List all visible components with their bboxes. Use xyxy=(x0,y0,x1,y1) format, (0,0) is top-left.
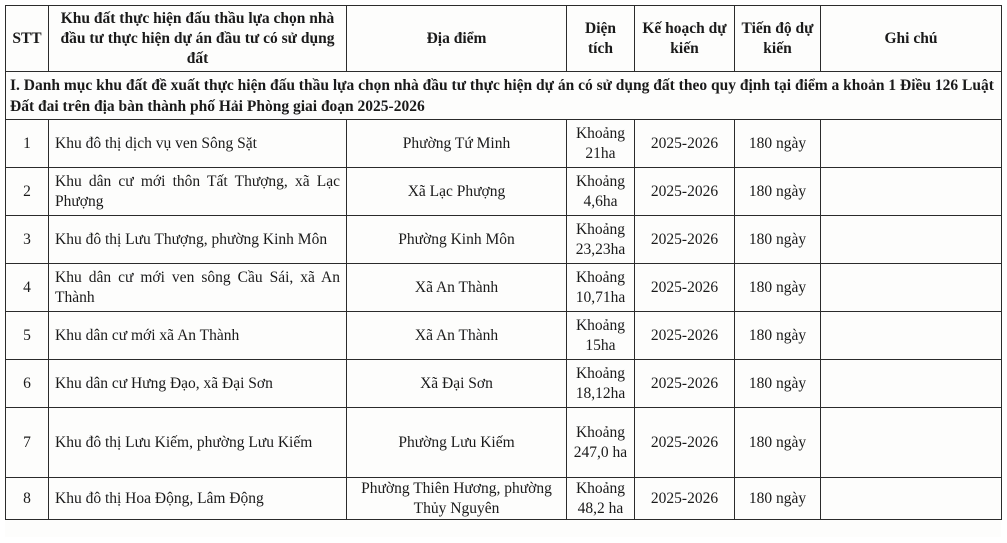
cell-name: Khu dân cư Hưng Đạo, xã Đại Sơn xyxy=(49,360,347,408)
cell-progress: 180 ngày xyxy=(735,168,821,216)
table-row xyxy=(6,264,1002,312)
cell-plan: 2025-2026 xyxy=(635,120,735,168)
cell-progress: 180 ngày xyxy=(735,360,821,408)
cell-plan: 2025-2026 xyxy=(635,168,735,216)
header-plan: Kế hoạch dự kiến xyxy=(635,6,735,72)
cell-name: Khu dân cư mới thôn Tất Thượng, xã Lạc Phượng xyxy=(49,168,347,216)
cell-plan: 2025-2026 xyxy=(635,408,735,478)
cell-location: Xã Lạc Phượng xyxy=(347,168,567,216)
section-row xyxy=(6,72,1002,120)
cell-area: Khoảng 10,71ha xyxy=(567,264,635,312)
cell-area: Khoảng 247,0 ha xyxy=(567,408,635,478)
cell-area: Khoảng 15ha xyxy=(567,312,635,360)
cell-stt: 6 xyxy=(6,360,49,408)
cell-stt: 2 xyxy=(6,168,49,216)
cell-name: Khu dân cư mới ven sông Cầu Sái, xã An Thành xyxy=(49,264,347,312)
cell-location: Xã An Thành xyxy=(347,312,567,360)
cell-stt: 4 xyxy=(6,264,49,312)
cell-note xyxy=(821,216,1002,264)
cell-note xyxy=(821,408,1002,478)
cell-plan: 2025-2026 xyxy=(635,216,735,264)
header-land-plot: Khu đất thực hiện đấu thầu lựa chọn nhà đầu tư thực hiện dự án đầu tư có sử dụng đất xyxy=(49,6,347,72)
cell-progress: 180 ngày xyxy=(735,216,821,264)
cell-note xyxy=(821,478,1002,520)
cell-location: Phường Lưu Kiếm xyxy=(347,408,567,478)
header-note: Ghi chú xyxy=(821,6,1002,72)
cell-area: Khoảng 4,6ha xyxy=(567,168,635,216)
cell-note xyxy=(821,312,1002,360)
cell-name: Khu dân cư mới xã An Thành xyxy=(49,312,347,360)
header-progress: Tiến độ dự kiến xyxy=(735,6,821,72)
table-row xyxy=(6,312,1002,360)
table-row xyxy=(6,120,1002,168)
cell-area: Khoảng 48,2 ha xyxy=(567,478,635,520)
cell-stt: 3 xyxy=(6,216,49,264)
cell-location: Phường Thiên Hương, phường Thủy Nguyên xyxy=(347,478,567,520)
cell-progress: 180 ngày xyxy=(735,264,821,312)
cell-note xyxy=(821,120,1002,168)
header-location: Địa điểm xyxy=(347,6,567,72)
cell-stt: 1 xyxy=(6,120,49,168)
cell-plan: 2025-2026 xyxy=(635,478,735,520)
cell-plan: 2025-2026 xyxy=(635,264,735,312)
cell-name: Khu đô thị dịch vụ ven Sông Sặt xyxy=(49,120,347,168)
table-row xyxy=(6,216,1002,264)
cell-area: Khoảng 23,23ha xyxy=(567,216,635,264)
cell-name: Khu đô thị Lưu Kiếm, phường Lưu Kiếm xyxy=(49,408,347,478)
cell-plan: 2025-2026 xyxy=(635,312,735,360)
cell-note xyxy=(821,168,1002,216)
cell-location: Phường Kinh Môn xyxy=(347,216,567,264)
table-header-row xyxy=(6,6,1002,72)
cell-location: Phường Tứ Minh xyxy=(347,120,567,168)
table-row xyxy=(6,168,1002,216)
table-row xyxy=(6,408,1002,478)
cell-name: Khu đô thị Lưu Thượng, phường Kinh Môn xyxy=(49,216,347,264)
header-stt: STT xyxy=(6,6,49,72)
table-row xyxy=(6,478,1002,520)
cell-note xyxy=(821,264,1002,312)
document-page xyxy=(5,5,1001,537)
cell-progress: 180 ngày xyxy=(735,408,821,478)
cell-area: Khoảng 18,12ha xyxy=(567,360,635,408)
cell-location: Xã An Thành xyxy=(347,264,567,312)
cell-progress: 180 ngày xyxy=(735,120,821,168)
cell-stt: 5 xyxy=(6,312,49,360)
cell-stt: 7 xyxy=(6,408,49,478)
cell-location: Xã Đại Sơn xyxy=(347,360,567,408)
cell-name: Khu đô thị Hoa Động, Lâm Động xyxy=(49,478,347,520)
cell-progress: 180 ngày xyxy=(735,478,821,520)
table-row xyxy=(6,360,1002,408)
cell-area: Khoảng 21ha xyxy=(567,120,635,168)
cell-stt: 8 xyxy=(6,478,49,520)
land-plot-table xyxy=(5,5,1002,520)
section-title: I. Danh mục khu đất đề xuất thực hiện đấu thầu lựa chọn nhà đầu tư thực hiện dự án có sử dụng đất theo quy định tại điểm a khoản 1 Điều 126 Luật Đất đai trên địa bàn thành phố Hải Phòng giai đoạn 2025-2026 xyxy=(6,72,1002,120)
cell-progress: 180 ngày xyxy=(735,312,821,360)
header-area: Diện tích xyxy=(567,6,635,72)
cell-note xyxy=(821,360,1002,408)
cell-plan: 2025-2026 xyxy=(635,360,735,408)
